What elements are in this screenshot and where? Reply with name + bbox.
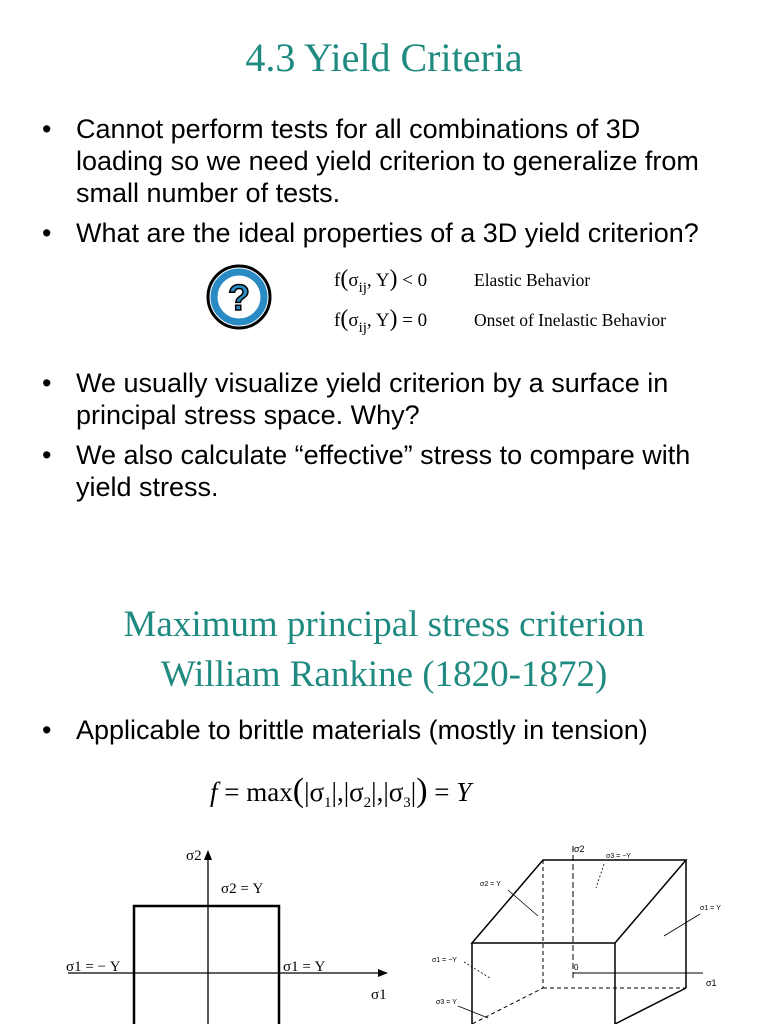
rankine-formula: $f = \max(|\sigma_1|,|\sigma_2|,|\sigma_3|) = Y$	[210, 772, 472, 811]
equation-onset: $f(\sigma_{ij}$, Y) = 0	[334, 306, 428, 336]
section-title-line: William Rankine (1820-1872)	[160, 654, 608, 695]
label-sigma1-negY: σ1 = − Y	[66, 959, 121, 975]
axis-label-sigma2: σ2	[574, 844, 585, 854]
bullet-item: • Applicable to brittle materials (mostly in tension)	[42, 714, 762, 746]
svg-text:σ3 = Y: σ3 = Y	[436, 999, 457, 1006]
bullet-item: • We usually visualize yield criterion by a surface in principal stress space. Why?	[42, 367, 732, 431]
equation-label: Elastic Behavior	[474, 270, 591, 290]
axis-label-sigma1: σ1	[706, 978, 717, 988]
bullet-item: • What are the ideal properties of a 3D yield criterion?	[42, 217, 732, 249]
bullet-item: • Cannot perform tests for all combinations of 3D loading so we need yield criterion to generalize from small number of tests.	[42, 113, 732, 209]
origin-label: 0	[574, 963, 579, 972]
svg-text:σ3 = −Y: σ3 = −Y	[606, 853, 631, 860]
svg-text:σ1 = Y: σ1 = Y	[700, 905, 721, 912]
section-title	[0, 600, 768, 700]
question-mark-icon	[204, 262, 274, 332]
yield-square-diagram	[38, 838, 418, 1024]
equation-label: Onset of Inelastic Behavior	[474, 310, 666, 330]
svg-text:σ2 = Y: σ2 = Y	[480, 881, 501, 888]
label-sigma1-Y: σ1 = Y	[283, 959, 326, 975]
bullet-list	[42, 714, 762, 754]
bullet-item: • We also calculate “effective” stress to compare with yield stress.	[42, 439, 732, 503]
page-title: 4.3 Yield Criteria	[245, 35, 523, 80]
bullet-list	[42, 113, 732, 257]
label-sigma2-Y: σ2 = Y	[221, 881, 264, 897]
axis-label-sigma2: σ2	[186, 848, 202, 864]
yield-cube-diagram	[428, 838, 768, 1024]
svg-text:σ1 = −Y: σ1 = −Y	[432, 957, 457, 964]
axis-label-sigma1: σ1	[371, 987, 387, 1003]
bullet-list	[42, 367, 732, 511]
svg-text:?: ?	[228, 277, 250, 318]
section-title-line: Maximum principal stress criterion	[123, 604, 645, 645]
equation-elastic: $f(\sigma_{ij}$, Y) < 0	[334, 266, 428, 296]
